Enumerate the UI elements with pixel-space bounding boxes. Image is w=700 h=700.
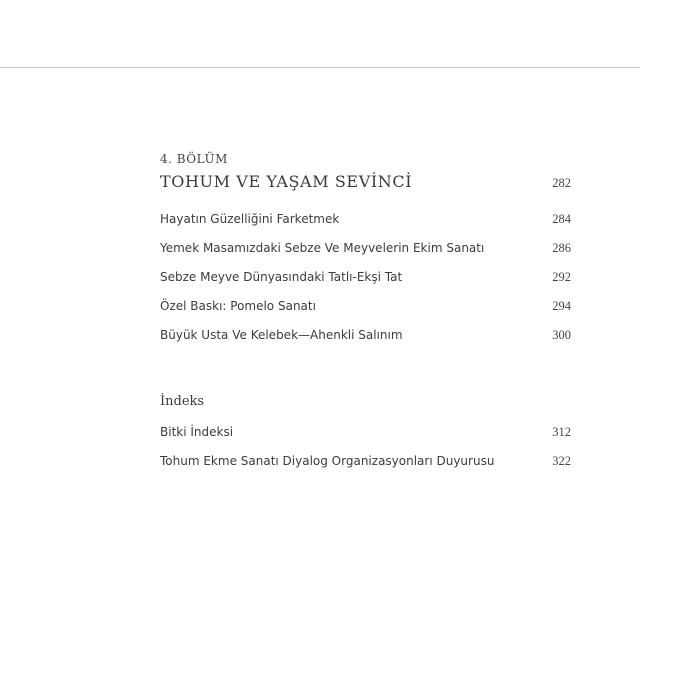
index-entry-list — [160, 418, 571, 476]
toc-entry-title: Büyük Usta Ve Kelebek—Ahenkli Salınım — [160, 328, 403, 342]
index-entry-title: Tohum Ekme Sanatı Diyalog Organizasyonları Duyurusu — [160, 454, 495, 468]
toc-entry-page: 292 — [552, 270, 571, 284]
toc-entry — [160, 263, 571, 292]
index-heading: İndeks — [160, 394, 205, 409]
index-entry — [160, 418, 571, 447]
index-entry-page: 312 — [552, 425, 571, 439]
chapter-title: TOHUM VE YAŞAM SEVİNCİ — [160, 172, 413, 191]
toc-entry-page: 284 — [552, 212, 571, 226]
toc-entry-page: 286 — [552, 241, 571, 255]
toc-entry-page: 300 — [552, 328, 571, 342]
table-of-contents — [160, 150, 571, 476]
toc-entry — [160, 234, 571, 263]
toc-entry — [160, 205, 571, 234]
toc-entry-title: Özel Baskı: Pomelo Sanatı — [160, 299, 316, 313]
chapter-label: 4. BÖLÜM — [160, 152, 228, 166]
chapter-entry-list — [160, 205, 571, 350]
index-entry-page: 322 — [552, 454, 571, 468]
toc-entry-title: Yemek Masamızdaki Sebze Ve Meyvelerin Ekim Sanatı — [160, 241, 485, 255]
toc-entry-title: Hayatın Güzelliğini Farketmek — [160, 212, 340, 226]
toc-entry-title: Sebze Meyve Dünyasındaki Tatlı-Ekşi Tat — [160, 270, 403, 284]
index-entry-title: Bitki İndeksi — [160, 425, 234, 439]
toc-entry — [160, 321, 571, 350]
header-rule — [0, 67, 640, 68]
index-entry — [160, 447, 571, 476]
toc-entry-page: 294 — [552, 299, 571, 313]
toc-entry — [160, 292, 571, 321]
chapter-title-row — [160, 170, 571, 194]
chapter-page-number: 282 — [552, 176, 571, 190]
